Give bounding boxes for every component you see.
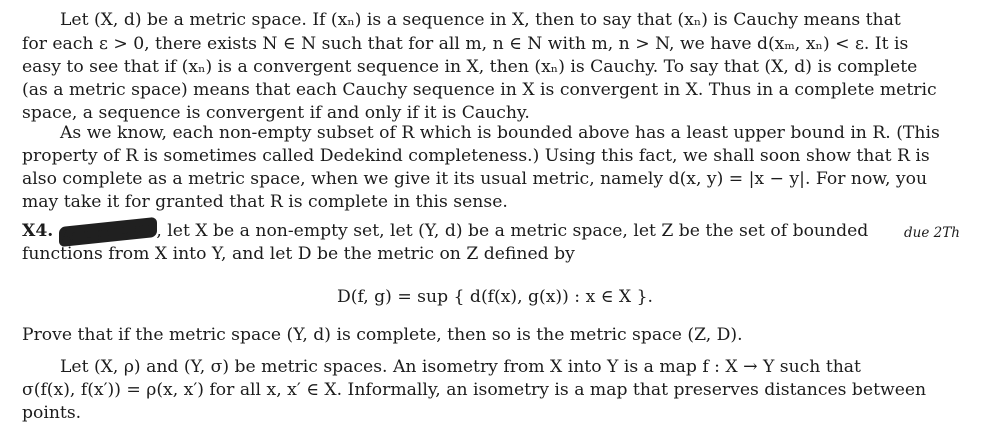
handwritten-margin-note: due 2Th: [904, 225, 960, 241]
isometry-line-1: Let (X, ρ) and (Y, σ) be metric spaces. An isometry from X into Y is a map f : X → Y such that: [60, 357, 861, 377]
exercise-line-1-text: , let X be a non-empty set, let (Y, d) be a metric space, let Z be the set of bounded: [156, 221, 869, 241]
dedekind-line-2: property of R is sometimes called Dedekind completeness.) Using this fact, we shall soon show that R is: [22, 146, 930, 166]
dedekind-line-4: may take it for granted that R is complete in this sense.: [22, 192, 508, 212]
metric-formula: D(f, g) = sup { d(f(x), g(x)) : x ∈ X }.: [336, 287, 654, 307]
cauchy-line-3: easy to see that if (xₙ) is a convergent sequence in X, then (xₙ) is Cauchy. To say that (X, d) is complete: [22, 57, 918, 77]
cauchy-line-2: for each ε > 0, there exists N ∈ N such that for all m, n ∈ N with m, n > N, we have d(xₘ, xₙ) < ε. It is: [22, 34, 909, 54]
exercise-line-3: Prove that if the metric space (Y, d) is complete, then so is the metric space (Z, D).: [22, 325, 743, 345]
isometry-line-3: points.: [22, 403, 82, 423]
exercise-line-1: [22, 219, 869, 245]
cauchy-line-1: Let (X, d) be a metric space. If (xₙ) is a sequence in X, then to say that (xₙ) is Cauchy means that: [60, 10, 901, 30]
cauchy-line-4: (as a metric space) means that each Cauchy sequence in X is convergent in X. Thus in a complete metric: [22, 80, 937, 100]
dedekind-line-3: also complete as a metric space, when we give it its usual metric, namely d(x, y) = |x − y|. For now, you: [22, 169, 928, 189]
dedekind-line-1: As we know, each non-empty subset of R which is bounded above has a least upper bound in R. (This: [60, 123, 940, 143]
exercise-line-2: functions from X into Y, and let D be the metric on Z defined by: [22, 244, 575, 264]
cauchy-line-5: space, a sequence is convergent if and only if it is Cauchy.: [22, 103, 530, 123]
struck-out-text: As a problem: [59, 217, 157, 247]
exercise-label: X4.: [22, 221, 54, 241]
isometry-line-2: σ(f(x), f(x′)) = ρ(x, x′) for all x, x′ ∈ X. Informally, an isometry is a map that preserves distances between: [22, 380, 927, 400]
